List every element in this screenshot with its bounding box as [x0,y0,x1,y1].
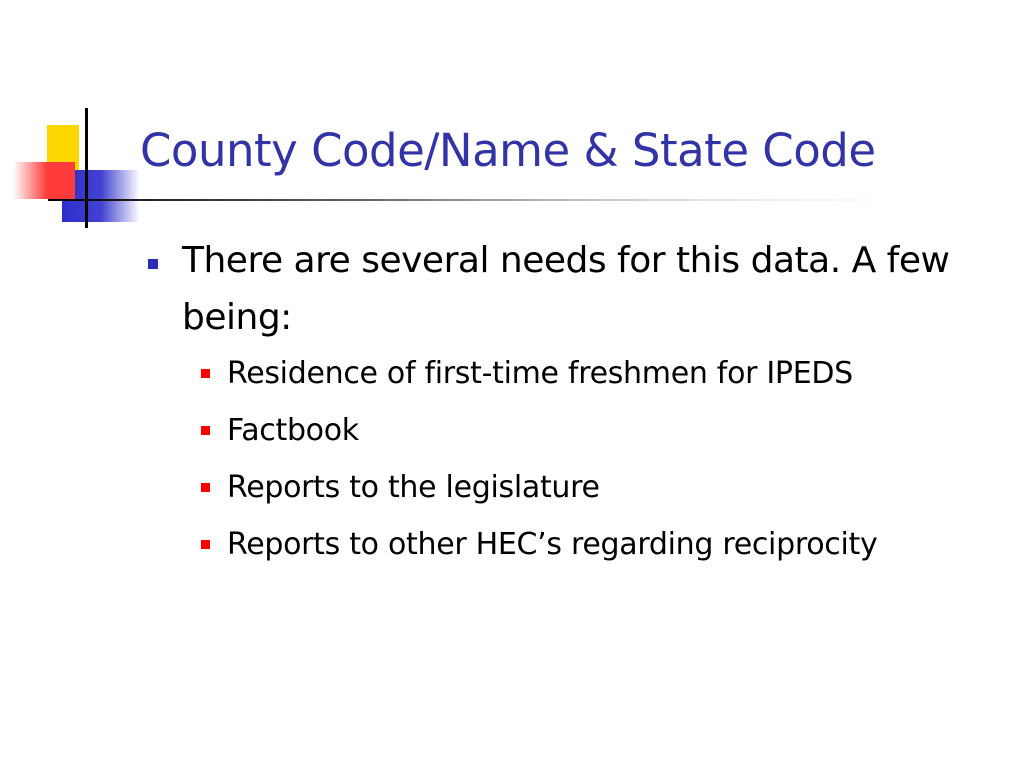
sub-bullet-text: Factbook [227,413,359,448]
square-bullet-icon [148,259,158,269]
slide-title: County Code/Name & State Code [140,124,876,177]
sub-bullet-item [182,406,1010,456]
square-bullet-icon [201,369,210,378]
deco-red-square [13,162,75,199]
sub-bullet-item [182,349,1010,399]
sub-bullet-item [182,520,1010,570]
bullet-item [140,232,1010,570]
bullet-text: There are several needs for this data. A few being: [182,240,950,338]
title-underline [48,199,968,201]
sub-bullet-item [182,463,1010,513]
square-bullet-icon [201,426,210,435]
square-bullet-icon [201,540,210,549]
deco-vertical-line [85,108,88,228]
bullet-list [140,232,1010,577]
sub-bullet-text: Residence of first-time freshmen for IPEDS [227,356,853,391]
sub-bullet-text: Reports to other HEC’s regarding reciprocity [227,527,878,562]
sub-bullet-list [182,349,1010,570]
square-bullet-icon [201,483,210,492]
sub-bullet-text: Reports to the legislature [227,470,600,505]
